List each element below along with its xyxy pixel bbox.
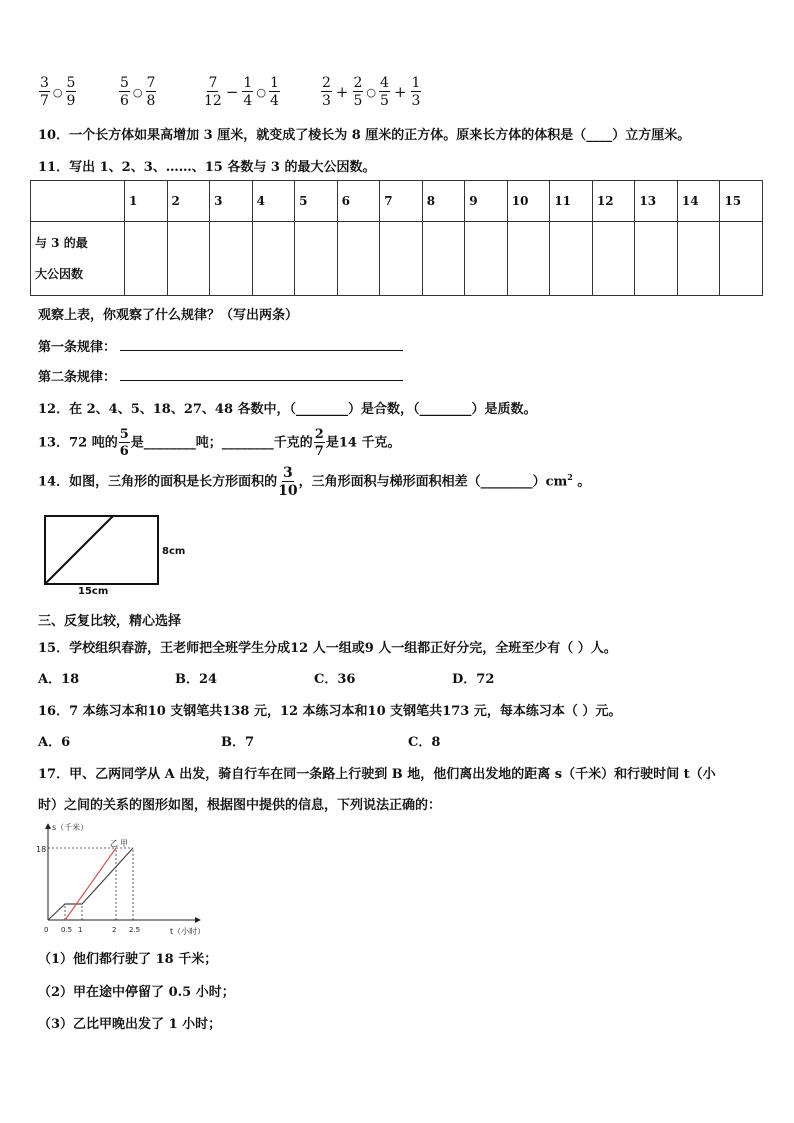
q15-option-a[interactable]: A．18 <box>38 672 80 687</box>
y-axis-label: s（千米） <box>52 823 89 832</box>
answer-cell[interactable] <box>550 222 593 296</box>
table-header-row <box>31 181 763 222</box>
question-17-line-1: 17．甲、乙两同学从 A 出发，骑自行车在同一条路上行驶到 B 地，他们离出发地的距离 s（千米）和行驶时间 t（小 <box>38 767 716 782</box>
answer-cell[interactable] <box>592 222 635 296</box>
table-answer-row <box>31 222 763 296</box>
x-tick-label: 2.5 <box>129 926 141 934</box>
table-header-cell: 2 <box>167 181 210 222</box>
section-3-heading: 三、反复比较，精心选择 <box>38 614 182 629</box>
compare-blank[interactable]: ○ <box>132 85 143 99</box>
statement-2: （2）甲在途中停留了 0.5 小时； <box>38 985 235 1000</box>
q9-expression-1: $\frac{3}{7}$ ○ $\frac{5}{9}$ <box>40 75 76 109</box>
compare-blank[interactable]: ○ <box>256 85 266 99</box>
x-tick-label: 1 <box>78 926 83 934</box>
table-header-cell: 4 <box>252 181 295 222</box>
rect-width-label: 15cm <box>78 586 109 597</box>
q16-option-b[interactable]: B．7 <box>221 735 255 750</box>
answer-cell[interactable] <box>380 222 423 296</box>
q15-option-c[interactable]: C．36 <box>314 672 356 687</box>
question-12: 12．在 2、4、5、18、27、48 各数中，（________）是合数，（________）是质数。 <box>38 402 537 417</box>
table-header-cell: 5 <box>295 181 338 222</box>
answer-cell[interactable] <box>465 222 508 296</box>
compare-blank[interactable]: ○ <box>366 85 377 99</box>
rule-1-label: 第一条规律： <box>38 340 117 355</box>
table-header-cell: 12 <box>592 181 635 222</box>
triangle-edge <box>45 516 113 584</box>
table-header-cell: 9 <box>465 181 508 222</box>
question-11: 11．写出 1、2、3、……、15 各数与 3 的最大公因数。 <box>38 160 376 175</box>
x-tick-label: 0.5 <box>61 926 73 934</box>
compare-blank[interactable]: ○ <box>52 85 63 99</box>
question-16: 16．7 本练习本和10 支钢笔共138 元，12 本练习本和10 支钢笔共173 元，每本练习本（ ）元。 <box>38 704 622 719</box>
series-label-jia: 甲 <box>120 839 128 848</box>
x-axis-label: t（小时） <box>170 927 206 936</box>
table-header-cell: 14 <box>677 181 720 222</box>
answer-cell[interactable] <box>720 222 763 296</box>
answer-cell[interactable] <box>295 222 338 296</box>
rule-2-label: 第二条规律： <box>38 370 117 385</box>
q15-option-d[interactable]: D．72 <box>452 672 495 687</box>
observe-prompt: 观察上表，你观察了什么规律？（写出两条） <box>38 308 299 323</box>
table-header-cell: 13 <box>635 181 678 222</box>
answer-cell[interactable] <box>422 222 465 296</box>
table-row-label: 与 3 的最 大公因数 <box>31 222 125 296</box>
series-label-yi: 乙 <box>110 839 118 848</box>
table-header-cell: 6 <box>337 181 380 222</box>
q9-expression-2: $\frac{5}{6}$ ○ $\frac{7}{8}$ <box>120 75 156 109</box>
q16-option-a[interactable]: A．6 <box>38 735 71 750</box>
y-tick-18: 18 <box>36 845 47 854</box>
table-header-cell: 11 <box>550 181 593 222</box>
answer-cell[interactable] <box>337 222 380 296</box>
question-15: 15．学校组织春游，王老师把全班学生分成12 人一组或9 人一组都正好分完，全班至少有（ ）人。 <box>38 641 617 656</box>
q9-expression-4: $\frac{2}{3}$ + $\frac{2}{5}$ ○ $\frac{4}{5}$ + $\frac{1}{3}$ <box>322 75 421 109</box>
rule-1-answer-line[interactable] <box>120 350 403 351</box>
q9-expression-3: $\frac{7}{12}$ − $\frac{1}{4}$ ○ $\frac{1}{4}$ <box>204 75 279 109</box>
table-corner-cell <box>31 181 125 222</box>
x-tick-label: 2 <box>112 926 117 934</box>
answer-cell[interactable] <box>677 222 720 296</box>
answer-cell[interactable] <box>125 222 168 296</box>
answer-cell[interactable] <box>507 222 550 296</box>
statement-1: （1）他们都行驶了 18 千米； <box>38 952 218 967</box>
rect-height-label: 8cm <box>162 546 186 557</box>
question-13: 13．72 吨的 $\frac{5}{6}$ 是________吨；________千克的 $\frac{2}{7}$ 是14 千克。 <box>38 427 401 459</box>
question-10: 10．一个长方体如果高增加 3 厘米，就变成了棱长为 8 厘米的正方体。原来长方体的体积是（____）立方厘米。 <box>38 128 691 143</box>
origin-label: 0 <box>44 926 49 934</box>
series-line-yi <box>65 848 116 920</box>
answer-cell[interactable] <box>252 222 295 296</box>
table-header-cell: 3 <box>210 181 253 222</box>
question-14: 14．如图，三角形的面积是长方形面积的 $\frac{3}{10}$ ，三角形面积与梯形面积相差$(\_\_\_\_\_\_\_\_)cm^2$ 。 <box>38 465 591 499</box>
gcd-table <box>30 180 763 296</box>
q16-option-c[interactable]: C．8 <box>408 735 441 750</box>
table-header-cell: 10 <box>507 181 550 222</box>
rule-2-answer-line[interactable] <box>120 380 403 381</box>
answer-cell[interactable] <box>635 222 678 296</box>
table-header-cell: 1 <box>125 181 168 222</box>
table-header-cell: 8 <box>422 181 465 222</box>
statement-3: （3）乙比甲晚出发了 1 小时； <box>38 1017 222 1032</box>
distance-time-graph <box>30 818 220 936</box>
question-17-line-2: 时）之间的关系的图形如图，根据图中提供的信息，下列说法正确的： <box>38 798 442 813</box>
q15-option-b[interactable]: B．24 <box>175 672 218 687</box>
answer-cell[interactable] <box>210 222 253 296</box>
table-header-cell: 7 <box>380 181 423 222</box>
answer-cell[interactable] <box>167 222 210 296</box>
table-header-cell: 15 <box>720 181 763 222</box>
